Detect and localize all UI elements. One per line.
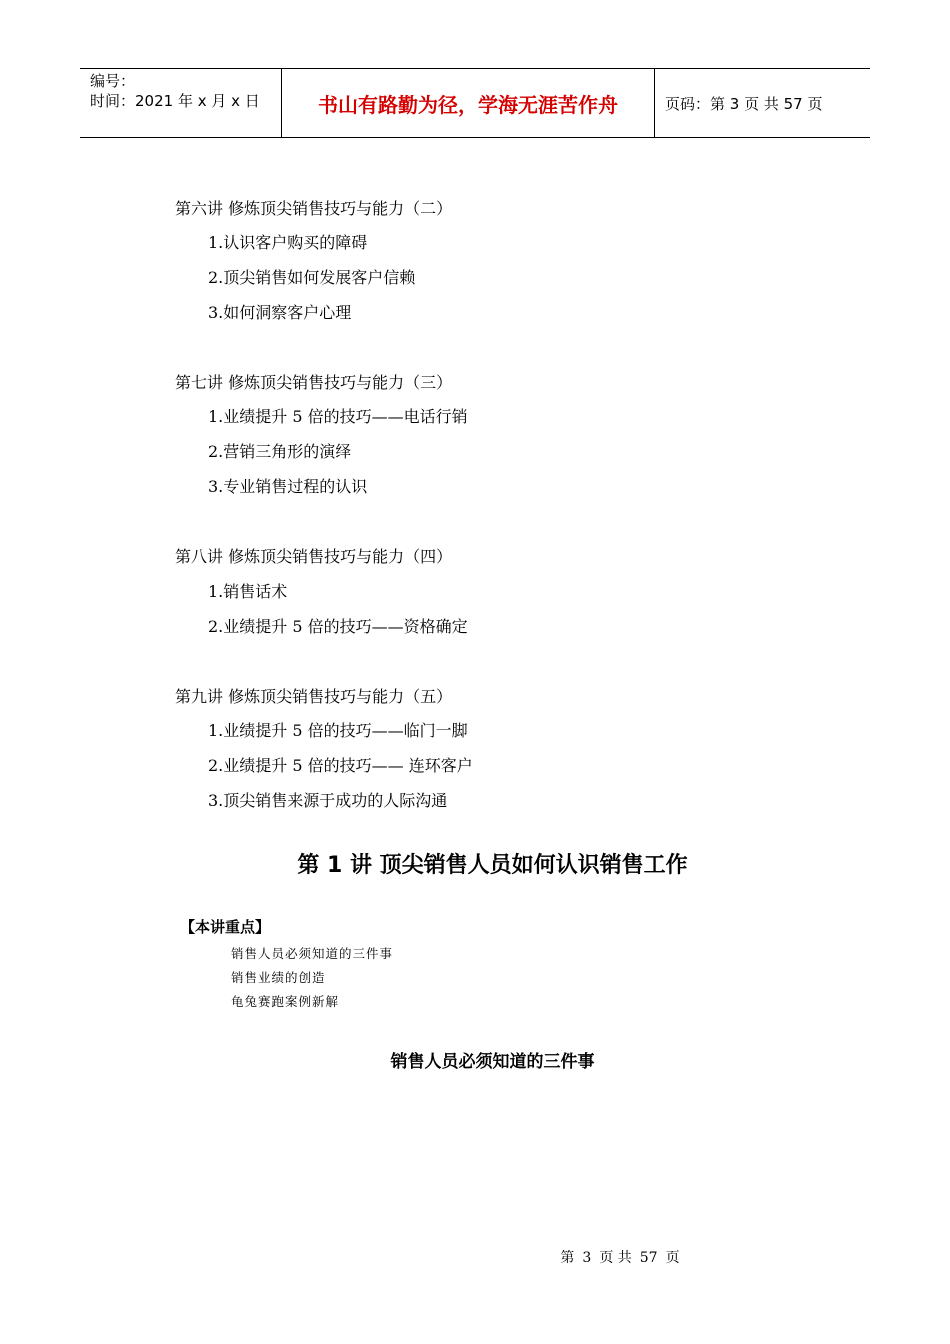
lecture-8-title: 第八讲 修炼顶尖销售技巧与能力（四）: [175, 547, 453, 566]
key-point-item: 销售人员必须知道的三件事: [231, 946, 394, 961]
document-date: 时间：2021 年 x 月 x 日: [90, 92, 260, 110]
lecture-8-item: 2.业绩提升 5 倍的技巧——资格确定: [208, 617, 468, 636]
footer-prefix: 第: [560, 1250, 575, 1266]
lecture-8-item: 1.销售话术: [208, 582, 288, 601]
lecture-7-item: 3.专业销售过程的认识: [208, 477, 368, 496]
lecture-9-item: 3.顶尖销售来源于成功的人际沟通: [208, 791, 448, 810]
footer-mid: 页 共: [599, 1250, 632, 1266]
page-footer: [0, 1247, 950, 1267]
lecture-9-title: 第九讲 修炼顶尖销售技巧与能力（五）: [175, 687, 453, 706]
key-point-item: 龟兔赛跑案例新解: [231, 994, 340, 1009]
key-point-item: 销售业绩的创造: [231, 970, 326, 985]
lecture-6-item: 2.顶尖销售如何发展客户信赖: [208, 268, 416, 287]
lecture-9-item: 2.业绩提升 5 倍的技巧—— 连环客户: [208, 756, 473, 775]
header-motto: 书山有路勤为径，学海无涯苦作舟: [282, 69, 655, 137]
header-meta: [80, 69, 282, 137]
footer-total-pages: 57: [639, 1250, 658, 1266]
document-number-label: 编号：: [90, 72, 136, 90]
page-header: [80, 68, 870, 138]
footer-page-number: 3: [582, 1250, 592, 1266]
section-title: 销售人员必须知道的三件事: [390, 1052, 595, 1072]
lecture-7-title: 第七讲 修炼顶尖销售技巧与能力（三）: [175, 373, 453, 392]
chapter-title: 第 1 讲 顶尖销售人员如何认识销售工作: [297, 853, 688, 878]
footer-suffix: 页: [665, 1250, 680, 1266]
key-points-heading: 【本讲重点】: [180, 918, 271, 936]
lecture-7-item: 2.营销三角形的演绎: [208, 442, 352, 461]
lecture-6-item: 3.如何洞察客户心理: [208, 303, 352, 322]
lecture-6-title: 第六讲 修炼顶尖销售技巧与能力（二）: [175, 199, 453, 218]
lecture-7-item: 1.业绩提升 5 倍的技巧——电话行销: [208, 407, 468, 426]
lecture-9-item: 1.业绩提升 5 倍的技巧——临门一脚: [208, 721, 468, 740]
lecture-6-item: 1.认识客户购买的障碍: [208, 233, 368, 252]
header-page-info: 页码：第 3 页 共 57 页: [665, 94, 823, 113]
